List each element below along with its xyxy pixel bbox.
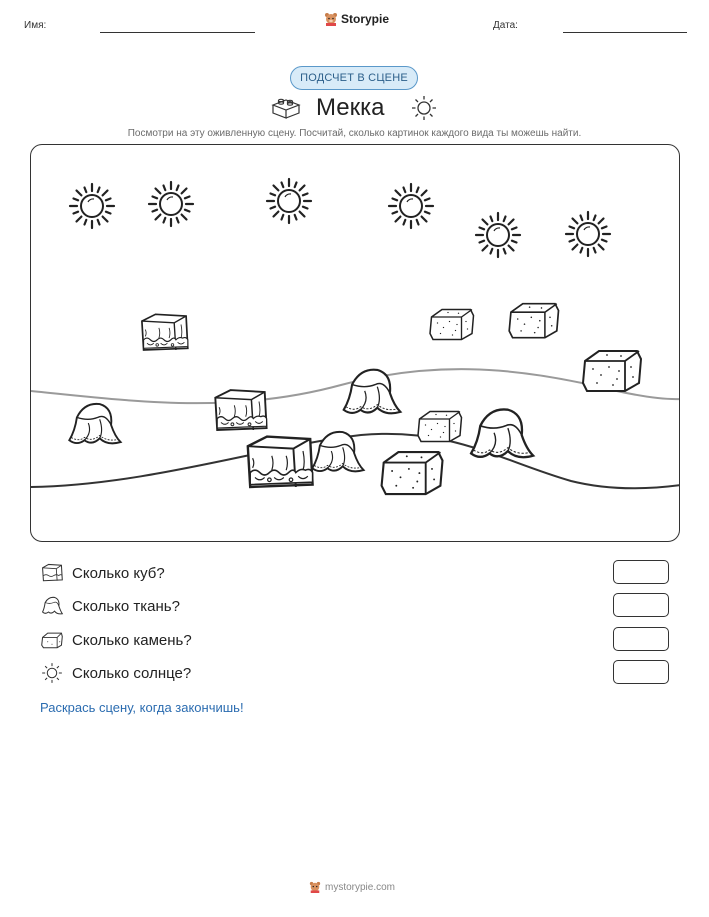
sun-icon [566,212,610,256]
kaaba-cube-icon [142,314,188,350]
page-title: Мекка [316,94,385,121]
sun-icon [70,184,114,228]
kaaba-cube-icon [40,561,64,585]
cloth-icon [40,594,64,618]
sun-icon [389,184,433,228]
question-text: Сколько солнце? [72,664,192,682]
date-label: Дата: [493,20,518,31]
cloth-icon [344,370,401,414]
scene-illustration [31,145,680,542]
question-text: Сколько камень? [72,631,192,649]
question-row [40,660,191,686]
answer-box-stone[interactable] [613,627,669,651]
name-label: Имя: [24,20,47,31]
sun-icon [476,213,520,257]
footer-brand [309,881,395,893]
answer-box-cube[interactable] [613,560,669,584]
answer-box-cloth[interactable] [613,593,669,617]
bear-logo-icon [324,12,338,26]
cloth-icon [471,409,533,457]
answer-box-sun[interactable] [613,660,669,684]
kaaba-cube-icon [215,390,266,430]
counting-scene [30,144,680,542]
stone-icon [382,452,443,494]
stone-icon [418,412,462,442]
stone-icon [583,351,641,391]
brick-icon [270,95,302,119]
brand-name: Storypie [341,12,390,26]
worksheet-type-badge: ПОДСЧЕТ В СЦЕНЕ [290,66,418,90]
closing-note: Раскрась сцену, когда закончишь! [40,700,244,715]
stone-icon [509,304,558,338]
footer-site[interactable]: mystorypie.com [325,881,396,893]
kaaba-cube-icon [248,437,313,487]
sun-icon [267,179,311,223]
instructions: Посмотри на эту оживленную сцену. Посчитай, сколько картинок каждого вида ты можешь найти. [127,128,582,139]
question-row [40,627,192,653]
name-field-line[interactable] [100,32,255,33]
question-row [40,593,180,619]
question-text: Сколько ткань? [72,597,180,615]
sun-icon [410,94,438,122]
sun-icon [40,661,64,685]
cloth-icon [312,432,363,471]
bear-logo-icon [309,881,321,893]
stone-icon [40,628,64,652]
sun-icon [149,182,193,226]
date-field-line[interactable] [563,32,687,33]
cloth-icon [69,404,120,443]
storypie-logo [324,12,389,26]
question-row [40,560,165,586]
question-text: Сколько куб? [72,564,165,582]
stone-icon [430,310,474,340]
